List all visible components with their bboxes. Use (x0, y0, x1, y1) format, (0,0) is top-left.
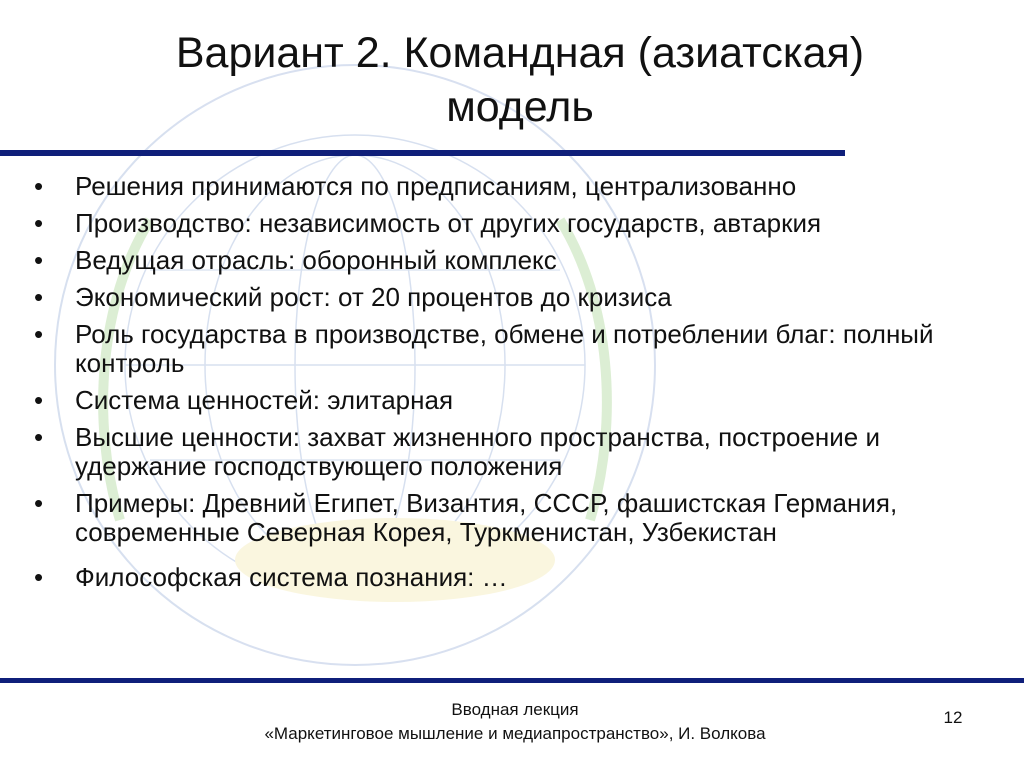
bullet-item (30, 489, 1005, 547)
bullet-text: Решения принимаются по предписаниям, централизованно (75, 171, 797, 201)
bullet-item (30, 283, 1005, 312)
bullet-dot: • (34, 488, 44, 518)
title-divider (0, 150, 845, 156)
bullet-item (30, 423, 1005, 481)
bullet-item (30, 172, 1005, 201)
bullet-dot: • (34, 319, 44, 349)
bullet-text: Высшие ценности: захват жизненного пространства, построение и удержание господствующего положения (75, 422, 880, 481)
footer-caption (170, 698, 860, 746)
bullet-text: Роль государства в производстве, обмене и потреблении благ: полный контроль (75, 319, 934, 378)
bullet-dot: • (34, 171, 44, 201)
bullet-item (30, 320, 1005, 378)
bullet-text: Система ценностей: элитарная (75, 385, 454, 415)
bullet-dot: • (34, 422, 44, 452)
footer-divider (0, 678, 1024, 683)
bullet-dot: • (34, 562, 44, 592)
bullet-dot: • (34, 208, 44, 238)
bullet-item (30, 246, 1005, 275)
bullet-text: Производство: независимость от других государств, автаркия (75, 208, 822, 238)
page-number: 12 (943, 708, 963, 727)
bullet-dot: • (34, 282, 44, 312)
bullet-dot: • (34, 385, 44, 415)
bullet-list (30, 172, 1005, 600)
slide-title (60, 26, 980, 134)
bullet-text: Экономический рост: от 20 процентов до кризиса (75, 282, 672, 312)
slide-title-line-2: модель (446, 83, 594, 131)
bullet-item (30, 209, 1005, 238)
bullet-dot: • (34, 245, 44, 275)
bullet-text: Примеры: Древний Египет, Византия, СССР, фашистская Германия, современные Северная Корея, Туркменистан, Узбекистан (75, 488, 898, 547)
bullet-text: Философская система познания: … (75, 562, 508, 592)
slide-title-line-1: Вариант 2. Командная (азиатская) (175, 29, 865, 77)
bullet-item (30, 386, 1005, 415)
footer-line-2: «Маркетинговое мышление и медиапространство», И. Волкова (264, 724, 766, 743)
bullet-item (30, 563, 1005, 592)
bullet-text: Ведущая отрасль: оборонный комплекс (75, 245, 557, 275)
footer-line-1: Вводная лекция (451, 700, 579, 719)
